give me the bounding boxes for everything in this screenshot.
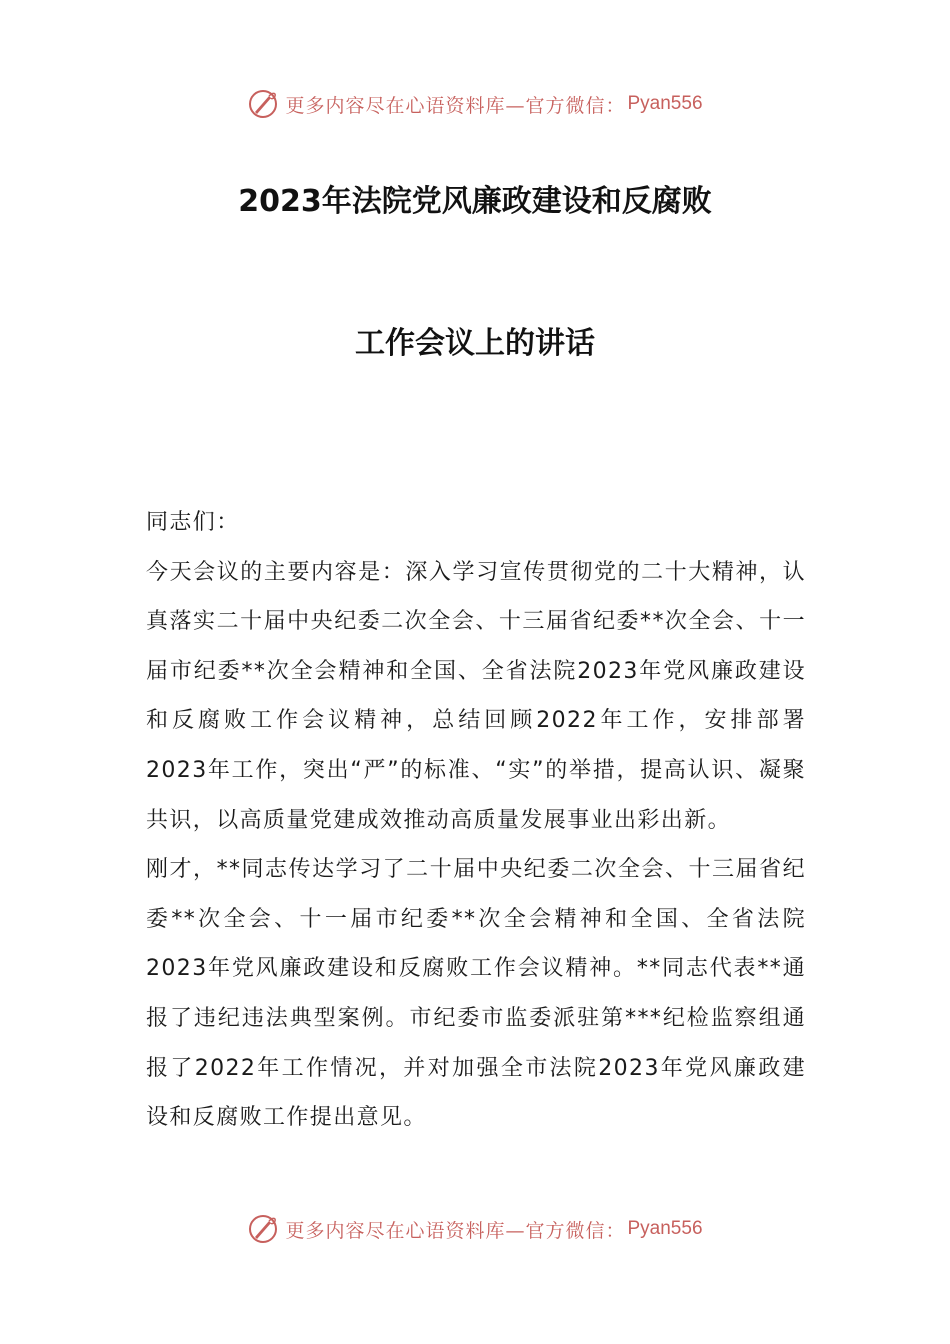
paragraph: 今天会议的主要内容是：深入学习宣传贯彻党的二十大精神，认真落实二十届中央纪委二次全会、十三届省纪委**次全会、十一届市纪委**次全会精神和全国、全省法院2023年党风廉政建设和反腐败工作会议精神，总结回顾2022年工作，安排部署2023年工作，突出“严”的标准、“实”的举措，提高认识、凝聚共识，以高质量党建成效推动高质量发展事业出彩出新。	[146, 559, 806, 833]
watermark-wechat-id: Pyan556	[627, 93, 703, 114]
paragraph: 刚才，**同志传达学习了二十届中央纪委二次全会、十三届省纪委**次全会、十一届市纪委**次全会精神和全国、全省法院2023年党风廉政建设和反腐败工作会议精神。**同志代表**通报了违纪违法典型案例。市纪委市监委派驻第***纪检监察组通报了2022年工作情况，并对加强全市法院2023年党风廉政建设和反腐败工作提出意见。	[146, 857, 806, 1131]
watermark-text: 更多内容尽在心语资料库—官方微信：	[285, 1219, 626, 1242]
header-watermark	[0, 86, 950, 122]
watermark-text: 更多内容尽在心语资料库—官方微信：	[285, 94, 626, 117]
footer-watermark	[0, 1211, 950, 1247]
speech-body	[146, 498, 806, 1143]
watermark-wechat-id: Pyan556	[627, 1218, 703, 1239]
quill-logo-icon	[247, 88, 279, 120]
document-title-line-1: 2023年法院党风廉政建设和反腐败	[238, 184, 712, 219]
salutation: 同志们：	[146, 510, 240, 535]
document-title-line-2: 工作会议上的讲话	[355, 326, 595, 361]
quill-logo-icon	[247, 1213, 279, 1245]
